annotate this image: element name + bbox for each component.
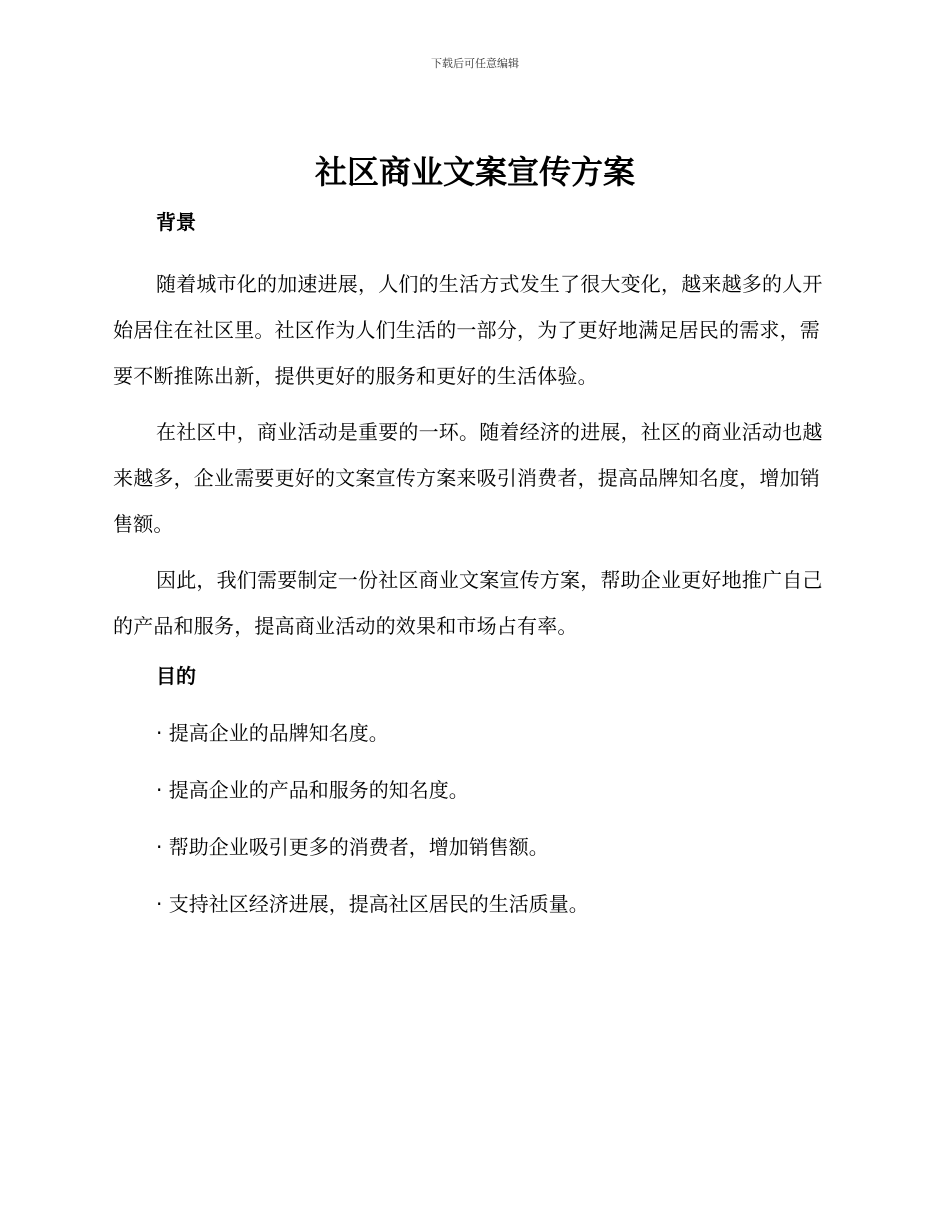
paragraph: 随着城市化的加速进展，人们的生活方式发生了很大变化，越来越多的人开始居住在社区里。社区作为人们生活的一部分，为了更好地满足居民的需求，需要不断推陈出新，提供更好的服务和更好的生活体验。	[113, 272, 823, 388]
paragraph: 因此，我们需要制定一份社区商业文案宣传方案，帮助企业更好地推广自己的产品和服务，提高商业活动的效果和市场占有率。	[113, 568, 823, 638]
bullet-item: · 支持社区经济进展，提高社区居民的生活质量。	[156, 892, 589, 916]
section-heading-background: 背景	[156, 210, 196, 234]
section-heading-purpose: 目的	[156, 664, 196, 688]
bullet-item: · 帮助企业吸引更多的消费者，增加销售额。	[156, 835, 549, 859]
header-note: 下载后可任意编辑	[431, 57, 519, 70]
bullet-item: · 提高企业的产品和服务的知名度。	[156, 778, 469, 802]
bullet-item: · 提高企业的品牌知名度。	[156, 721, 389, 745]
paragraph: 在社区中，商业活动是重要的一环。随着经济的进展，社区的商业活动也越来越多，企业需要更好的文案宣传方案来吸引消费者，提高品牌知名度，增加销售额。	[113, 420, 823, 536]
document-title: 社区商业文案宣传方案	[314, 153, 635, 191]
document-body	[113, 205, 833, 921]
